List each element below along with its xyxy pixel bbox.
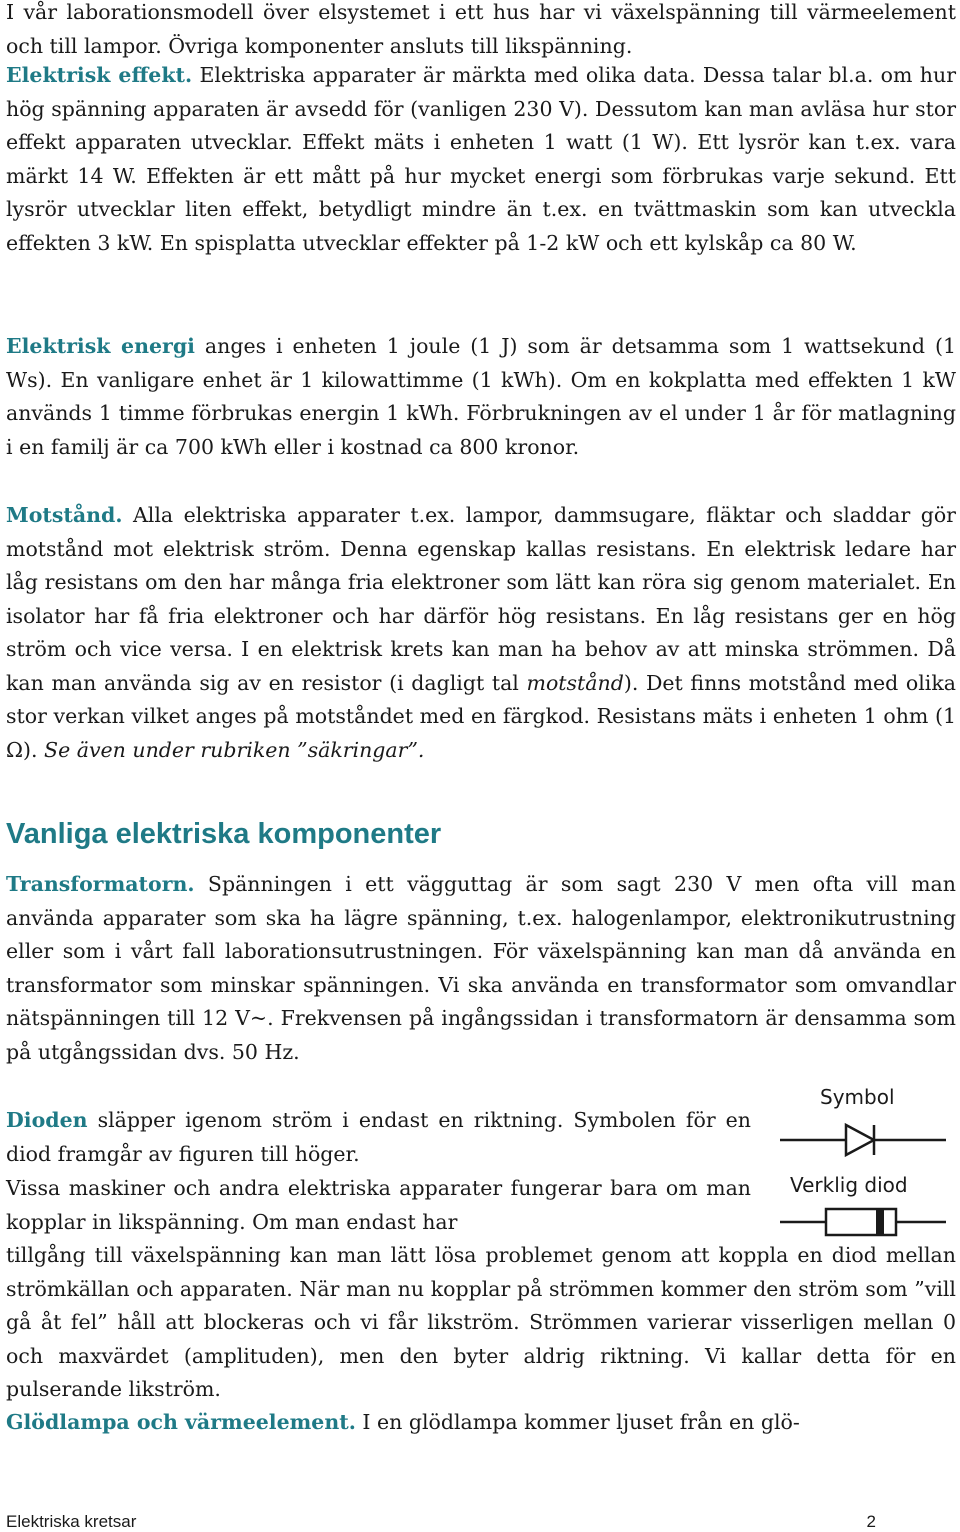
effekt-heading: Elektrisk effekt. (6, 63, 193, 87)
paragraph-energi (6, 330, 956, 464)
footer-title: Elektriska kretsar (6, 1512, 137, 1531)
motstand-text-a: Alla elektriska apparater t.ex. lampor, dammsugare, fläktar och sladdar gör motstånd mot elektrisk ström. Denna egenskap kallas resistans. En elektrisk ledare har låg resistans om den har många fria elektroner som lätt kan röra sig genom materialet. En isolator har få fria elektroner och har därför hög resistans. En låg resistans ger en hög ström och vice versa. I en elektrisk krets kan man ha behov av att minska strömmen. Då kan man använda sig av en resistor (i dagligt tal (6, 503, 956, 695)
glodlampa-text: I en glödlampa kommer ljuset från en glö- (355, 1410, 800, 1434)
paragraph-glodlampa (6, 1406, 956, 1440)
paragraph-dioden (6, 1104, 751, 1171)
motstand-heading: Motstånd. (6, 503, 123, 527)
dioden-text: släpper igenom ström i endast en riktning. Symbolen för en diod framgår av figuren till höger. (6, 1108, 751, 1166)
effekt-text: Elektriska apparater är märkta med olika data. Dessa talar bl.a. om hur hög spänning apparaten är avsedd för (vanligen 230 V). Dessutom kan man avläsa hur stor effekt apparaten utvecklar. Effekt mäts i enheten 1 watt (1 W). Ett lysrör kan t.ex. vara märkt 14 W. Effekten är ett mått på hur mycket energi som förbrukas varje sekund. Ett lysrör utvecklar liten effekt, betydligt mindre än t.ex. en tvättmaskin som kan utveckla effekten 3 kW. En spisplatta utvecklar effekter på 1-2 kW och ett kylskåp ca 80 W. (6, 63, 956, 255)
paragraph-transformator (6, 868, 956, 1069)
motstand-italic: motstånd (526, 670, 624, 695)
energi-heading: Elektrisk energi (6, 334, 195, 358)
diode-figure (768, 1085, 958, 1245)
paragraph-effekt (6, 59, 956, 260)
motstand-reference: Se även under rubriken ”säkringar”. (44, 737, 425, 762)
likspanning-text-a: Vissa maskiner och andra elektriska apparater fungerar bara om man kopplar in likspänning. Om man endast har (6, 1176, 751, 1234)
diode-symbol-icon (768, 1117, 958, 1163)
section-heading: Vanliga elektriska komponenter (6, 818, 442, 850)
real-diode-icon (768, 1205, 958, 1239)
likspanning-text-b: tillgång till växelspänning kan man lätt lösa problemet genom att koppla en diod mellan strömkällan och apparaten. När man nu kopplar på strömmen kommer den ström som ”vill gå åt fel” håll att blockeras och vi får likström. Strömmen varierar visserligen mellan 0 och maxvärdet (amplituden), men den byter aldrig riktning. Vi kallar detta för en pulserande likström. (6, 1243, 956, 1401)
transformator-heading: Transformatorn. (6, 872, 195, 896)
transformator-text: Spänningen i ett vägguttag är som sagt 230 V men ofta vill man använda apparater som ska ha lägre spänning, t.ex. halogenlampor, elektronikutrustning eller som i vårt fall laborationsutrustningen. För växelspänning kan man då använda en transformator som minskar spänningen. Vi ska använda en transformator som omvandlar nätspänningen till 12 V~. Frekvensen på ingångssidan i transformatorn är densamma som på utgångssidan dvs. 50 Hz. (6, 872, 956, 1064)
paragraph-likspanning-a (6, 1172, 751, 1239)
motstand-text-b: ). Det finns motstånd med olika stor verkan vilket anges på motståndet med en färgkod. Resistans mäts i enheten 1 ohm (1 Ω). (6, 670, 956, 762)
glodlampa-heading: Glödlampa och värmeelement. (6, 1410, 356, 1434)
paragraph-likspanning-b (6, 1239, 956, 1407)
symbol-label: Symbol (820, 1085, 895, 1109)
page-number: 2 (866, 1512, 876, 1531)
paragraph-intro (6, 0, 956, 63)
real-diode-label: Verklig diod (790, 1173, 908, 1197)
energi-text: anges i enheten 1 joule (1 J) som är detsamma som 1 wattsekund (1 Ws). En vanligare enhet är 1 kilowattimme (1 kWh). Om en kokplatta med effekten 1 kW används 1 timme förbrukas energin 1 kWh. Förbrukningen av el under 1 år för matlagning i en familj är ca 700 kWh eller i kostnad ca 800 kronor. (6, 334, 956, 459)
dioden-heading: Dioden (6, 1108, 88, 1132)
intro-text: I vår laborationsmodell över elsystemet i ett hus har vi växelspänning till värmeelement och till lampor. Övriga komponenter ansluts till likspänning. (6, 0, 956, 58)
paragraph-motstand (6, 499, 956, 767)
